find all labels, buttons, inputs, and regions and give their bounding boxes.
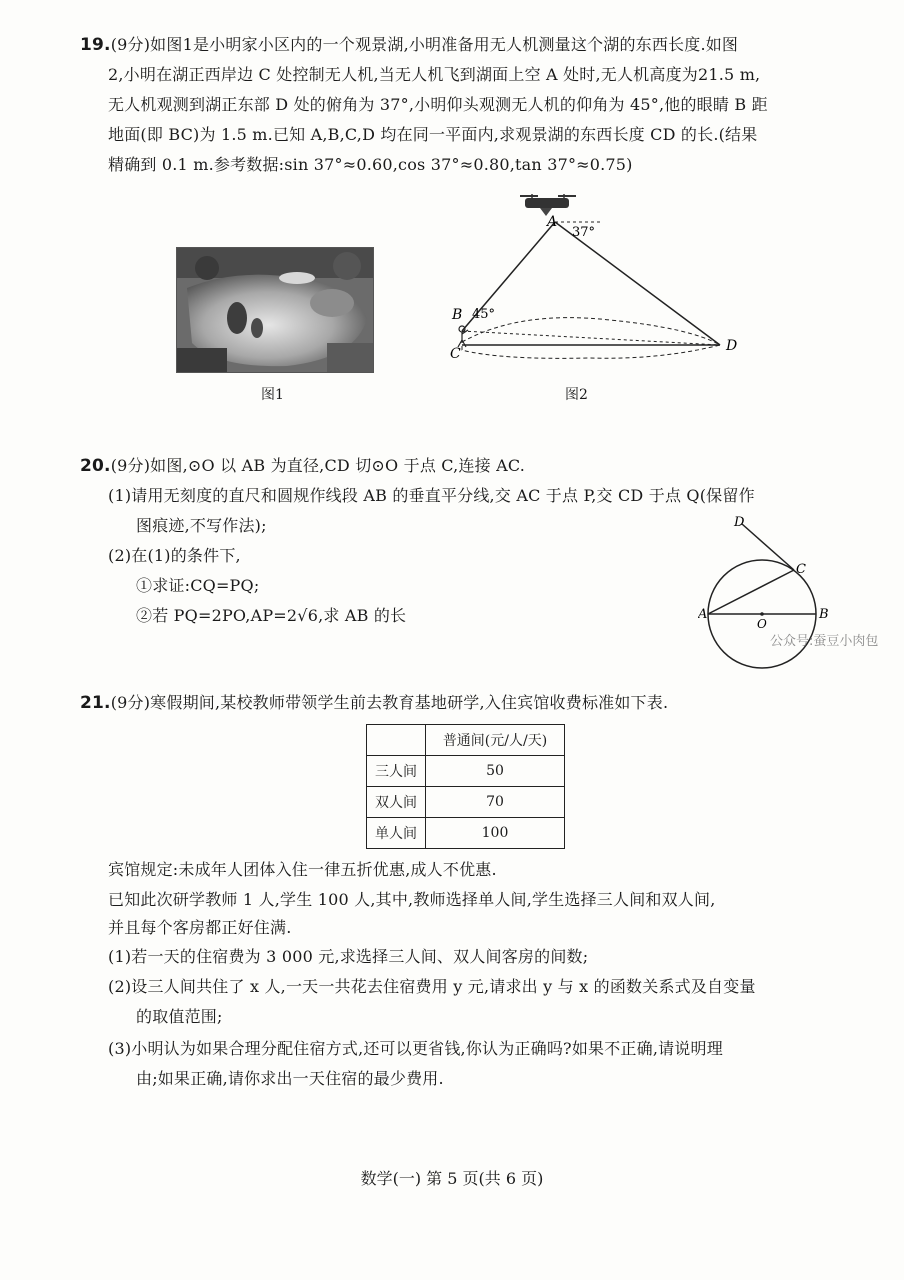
- row-value: 50: [426, 756, 565, 787]
- q20-text: (9分)如图,⊙O 以 AB 为直径,CD 切⊙O 于点 C,连接 AC.: [110, 456, 526, 475]
- q19-number: 19.: [80, 35, 111, 55]
- q20-sub1: ①求证:CQ=PQ;: [136, 576, 260, 595]
- q20-sub2: ②若 PQ=2PO,AP=2√6,求 AB 的长: [136, 606, 407, 625]
- circle-label-c: C: [796, 562, 806, 577]
- watermark-text: 公众号:蚕豆小肉包: [770, 634, 879, 649]
- label-a: A: [547, 214, 558, 230]
- q20-line-1: [80, 455, 525, 477]
- row-value: 100: [426, 818, 565, 849]
- q19-line-3: 无人机观测到湖正东部 D 处的俯角为 37°,小明仰头观测无人机的仰角为 45°,他的眼睛 B 距: [108, 95, 768, 114]
- circle-label-a: A: [698, 607, 708, 622]
- q20-part1-line1: (1)请用无刻度的直尺和圆规作线段 AB 的垂直平分线,交 AC 于点 P,交 CD 于点 Q(保留作: [108, 486, 755, 505]
- row-value: 70: [426, 787, 565, 818]
- table-row: [367, 818, 565, 849]
- row-label: 双人间: [367, 787, 426, 818]
- q20-number: 20.: [80, 456, 111, 476]
- q21-known-1: 已知此次研学教师 1 人,学生 100 人,其中,教师选择单人间,学生选择三人间和双人间,: [108, 890, 716, 909]
- q21-rule: 宾馆规定:未成年人团体入住一律五折优惠,成人不优惠.: [108, 860, 497, 879]
- circle-label-o: O: [757, 617, 767, 631]
- row-label: 单人间: [367, 818, 426, 849]
- q21-part2-line2: 的取值范围;: [136, 1007, 223, 1026]
- angle-37-label: 37°: [572, 225, 596, 240]
- table-corner-cell: [367, 725, 426, 756]
- q21-text: (9分)寒假期间,某校教师带领学生前去教育基地研学,入住宾馆收费标准如下表.: [110, 693, 669, 712]
- table-row: [367, 756, 565, 787]
- q21-part3-line1: (3)小明认为如果合理分配住宿方式,还可以更省钱,你认为正确吗?如果不正确,请说明理: [108, 1039, 723, 1058]
- q20-part1-line2: 图痕迹,不写作法);: [136, 516, 267, 535]
- q21-part2-line1: (2)设三人间共住了 x 人,一天一共花去住宿费用 y 元,请求出 y 与 x 的函数关系式及自变量: [108, 977, 756, 996]
- label-c: C: [450, 346, 461, 362]
- row-label: 三人间: [367, 756, 426, 787]
- q21-line-1: [80, 692, 668, 714]
- label-d: D: [726, 338, 738, 354]
- q19-line-4: 地面(即 BC)为 1.5 m.已知 A,B,C,D 均在同一平面内,求观景湖的东西长度 CD 的长.(结果: [108, 125, 758, 144]
- page-footer: 数学(一) 第 5 页(共 6 页): [360, 1169, 544, 1188]
- drone-diagram: [440, 182, 750, 372]
- table-row: [367, 725, 565, 756]
- fee-table: [366, 724, 565, 849]
- q21-known-2: 并且每个客房都正好住满.: [108, 918, 292, 937]
- table-header: 普通间(元/人/天): [426, 725, 565, 756]
- q19-line-1: [80, 34, 738, 56]
- drone-icon: [520, 194, 576, 216]
- q19-line-5: 精确到 0.1 m.参考数据:sin 37°≈0.60,cos 37°≈0.80,tan 37°≈0.75): [108, 155, 633, 174]
- q20-part2: (2)在(1)的条件下,: [108, 546, 241, 565]
- circle-label-d: D: [734, 515, 745, 530]
- circle-label-b: B: [819, 607, 829, 622]
- q19-line-2: 2,小明在湖正西岸边 C 处控制无人机,当无人机飞到湖面上空 A 处时,无人机高度为21.5 m,: [108, 65, 761, 84]
- angle-45-label: 45°: [472, 307, 496, 322]
- q19-text: (9分)如图1是小明家小区内的一个观景湖,小明准备用无人机测量这个湖的东西长度.如图: [110, 35, 739, 54]
- table-row: [367, 787, 565, 818]
- fig2-caption: 图2: [565, 387, 588, 403]
- q21-part3-line2: 由;如果正确,请你求出一天住宿的最少费用.: [136, 1069, 444, 1088]
- label-b: B: [452, 307, 463, 323]
- q21-number: 21.: [80, 693, 111, 713]
- q21-part1: (1)若一天的住宿费为 3 000 元,求选择三人间、双人间客房的间数;: [108, 947, 589, 966]
- fig1-caption: 图1: [261, 387, 284, 403]
- lake-photo: [176, 247, 374, 373]
